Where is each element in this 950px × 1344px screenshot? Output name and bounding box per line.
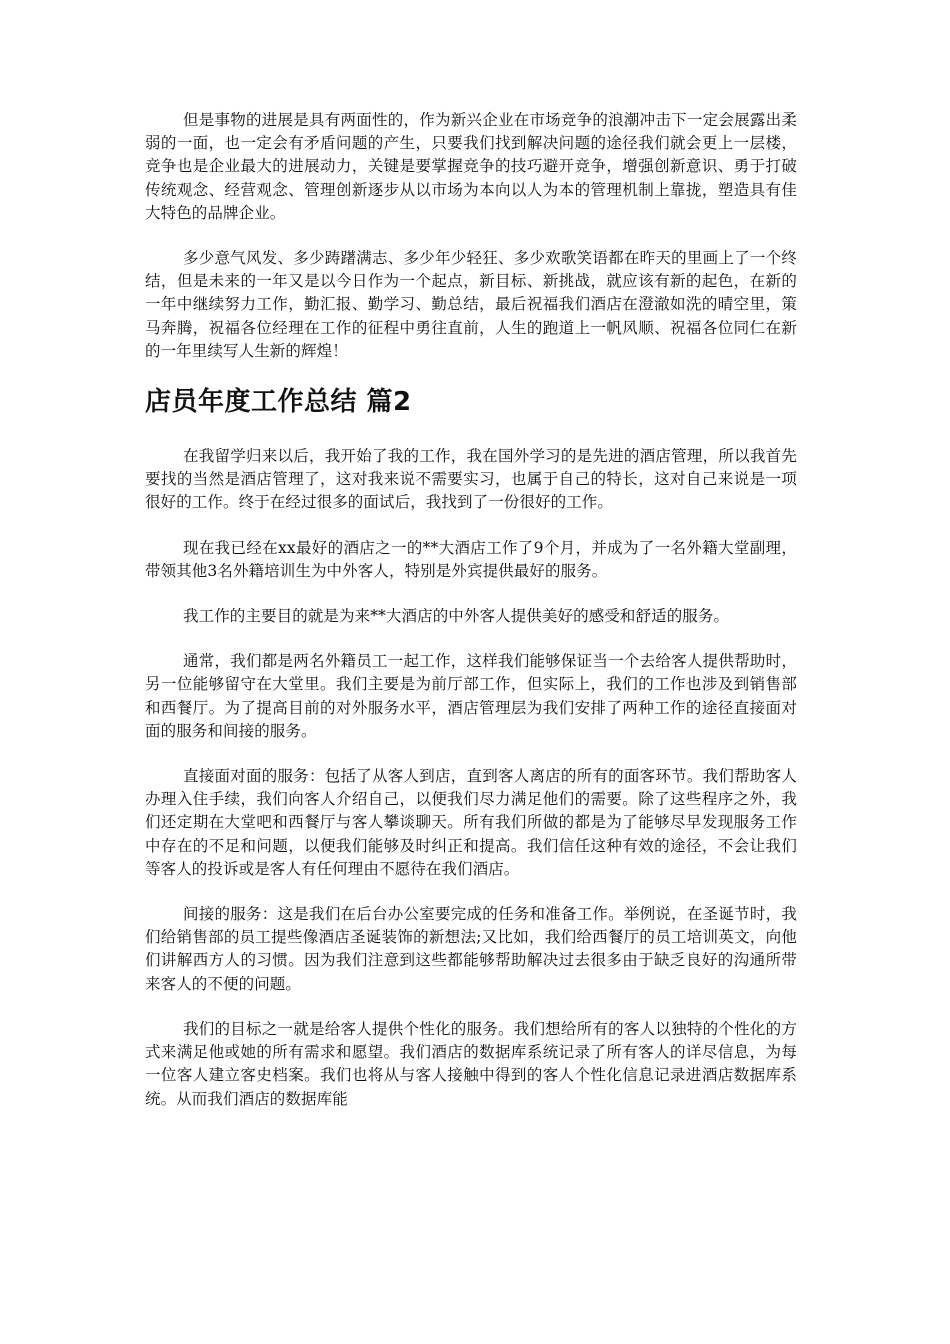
document-body bbox=[145, 109, 797, 1133]
paragraph: 我工作的主要目的就是为来**大酒店的中外客人提供美好的感受和舒适的服务。 bbox=[183, 607, 730, 626]
paragraph: 直接面对面的服务：包括了从客人到店，直到客人离店的所有的面客环节。我们帮助客人办理入住手续，我们向客人介绍自己，以便我们尽力满足他们的需要。除了这些程序之外，我们还定期在大堂吧和西餐厅与客人攀谈聊天。所有我们所做的都是为了能够尽早发现服务工作中存在的不足和问题，以便我们能够及时纠正和提高。我们信任这种有效的途径，不会让我们等客人的投诉或是客人有任何理由不愿待在我们酒店。 bbox=[145, 767, 797, 878]
paragraph: 在我留学归来以后，我开始了我的工作，我在国外学习的是先进的酒店管理，所以我首先要找的当然是酒店管理了，这对我来说不需要实习，也属于自己的特长，这对自己来说是一项很好的工作。终于在经过很多的面试后，我找到了一份很好的工作。 bbox=[145, 447, 797, 512]
paragraph: 间接的服务：这是我们在后台办公室要完成的任务和准备工作。举例说，在圣诞节时，我们给销售部的员工提些像酒店圣诞装饰的新想法;又比如，我们给西餐厅的员工培训英文，向他们讲解西方人的习惯。因为我们注意到这些都能够帮助解决过去很多由于缺乏良好的沟通所带来客人的不便的问题。 bbox=[145, 905, 797, 993]
paragraph: 我们的目标之一就是给客人提供个性化的服务。我们想给所有的客人以独特的个性化的方式来满足他或她的所有需求和愿望。我们酒店的数据库系统记录了所有客人的详尽信息，为每一位客人建立客史档案。我们也将从与客人接触中得到的客人个性化信息记录进酒店数据库系统。从而我们酒店的数据库能 bbox=[145, 1019, 797, 1108]
paragraph: 通常，我们都是两名外籍员工一起工作，这样我们能够保证当一个去给客人提供帮助时，另一位能够留守在大堂里。我们主要是为前厅部工作，但实际上，我们的工作也涉及到销售部和西餐厅。为了提高目前的对外服务水平，酒店管理层为我们安排了两种工作的途径直接面对面的服务和间接的服务。 bbox=[145, 652, 797, 740]
paragraph: 但是事物的进展是具有两面性的，作为新兴企业在市场竞争的浪潮冲击下一定会展露出柔弱的一面，也一定会有矛盾问题的产生，只要我们找到解决问题的途径我们就会更上一层楼，竞争也是企业最大的进展动力，关键是要掌握竞争的技巧避开竞争，增强创新意识、勇于打破传统观念、经营观念、管理创新逐步从以市场为本向以人为本的管理机制上靠拢，塑造具有佳大特色的品牌企业。 bbox=[145, 111, 797, 222]
paragraph: 多少意气风发、多少踌躇满志、多少年少轻狂、多少欢歌笑语都在昨天的里画上了一个终结，但是未来的一年又是以今日作为一个起点，新目标、新挑战，就应该有新的起色，在新的一年中继续努力工作，勤汇报、勤学习、勤总结，最后祝福我们酒店在澄澈如洗的晴空里，策马奔腾，祝福各位经理在工作的征程中勇往直前，人生的跑道上一帆风顺、祝福各位同仁在新的一年里续写人生新的辉煌！ bbox=[145, 249, 797, 360]
paragraph: 现在我已经在xx最好的酒店之一的**大酒店工作了9个月，并成为了一名外籍大堂副理，带领其他3名外籍培训生为中外客人，特别是外宾提供最好的服务。 bbox=[145, 538, 797, 580]
section-heading: 店员年度工作总结 篇2 bbox=[145, 387, 412, 418]
